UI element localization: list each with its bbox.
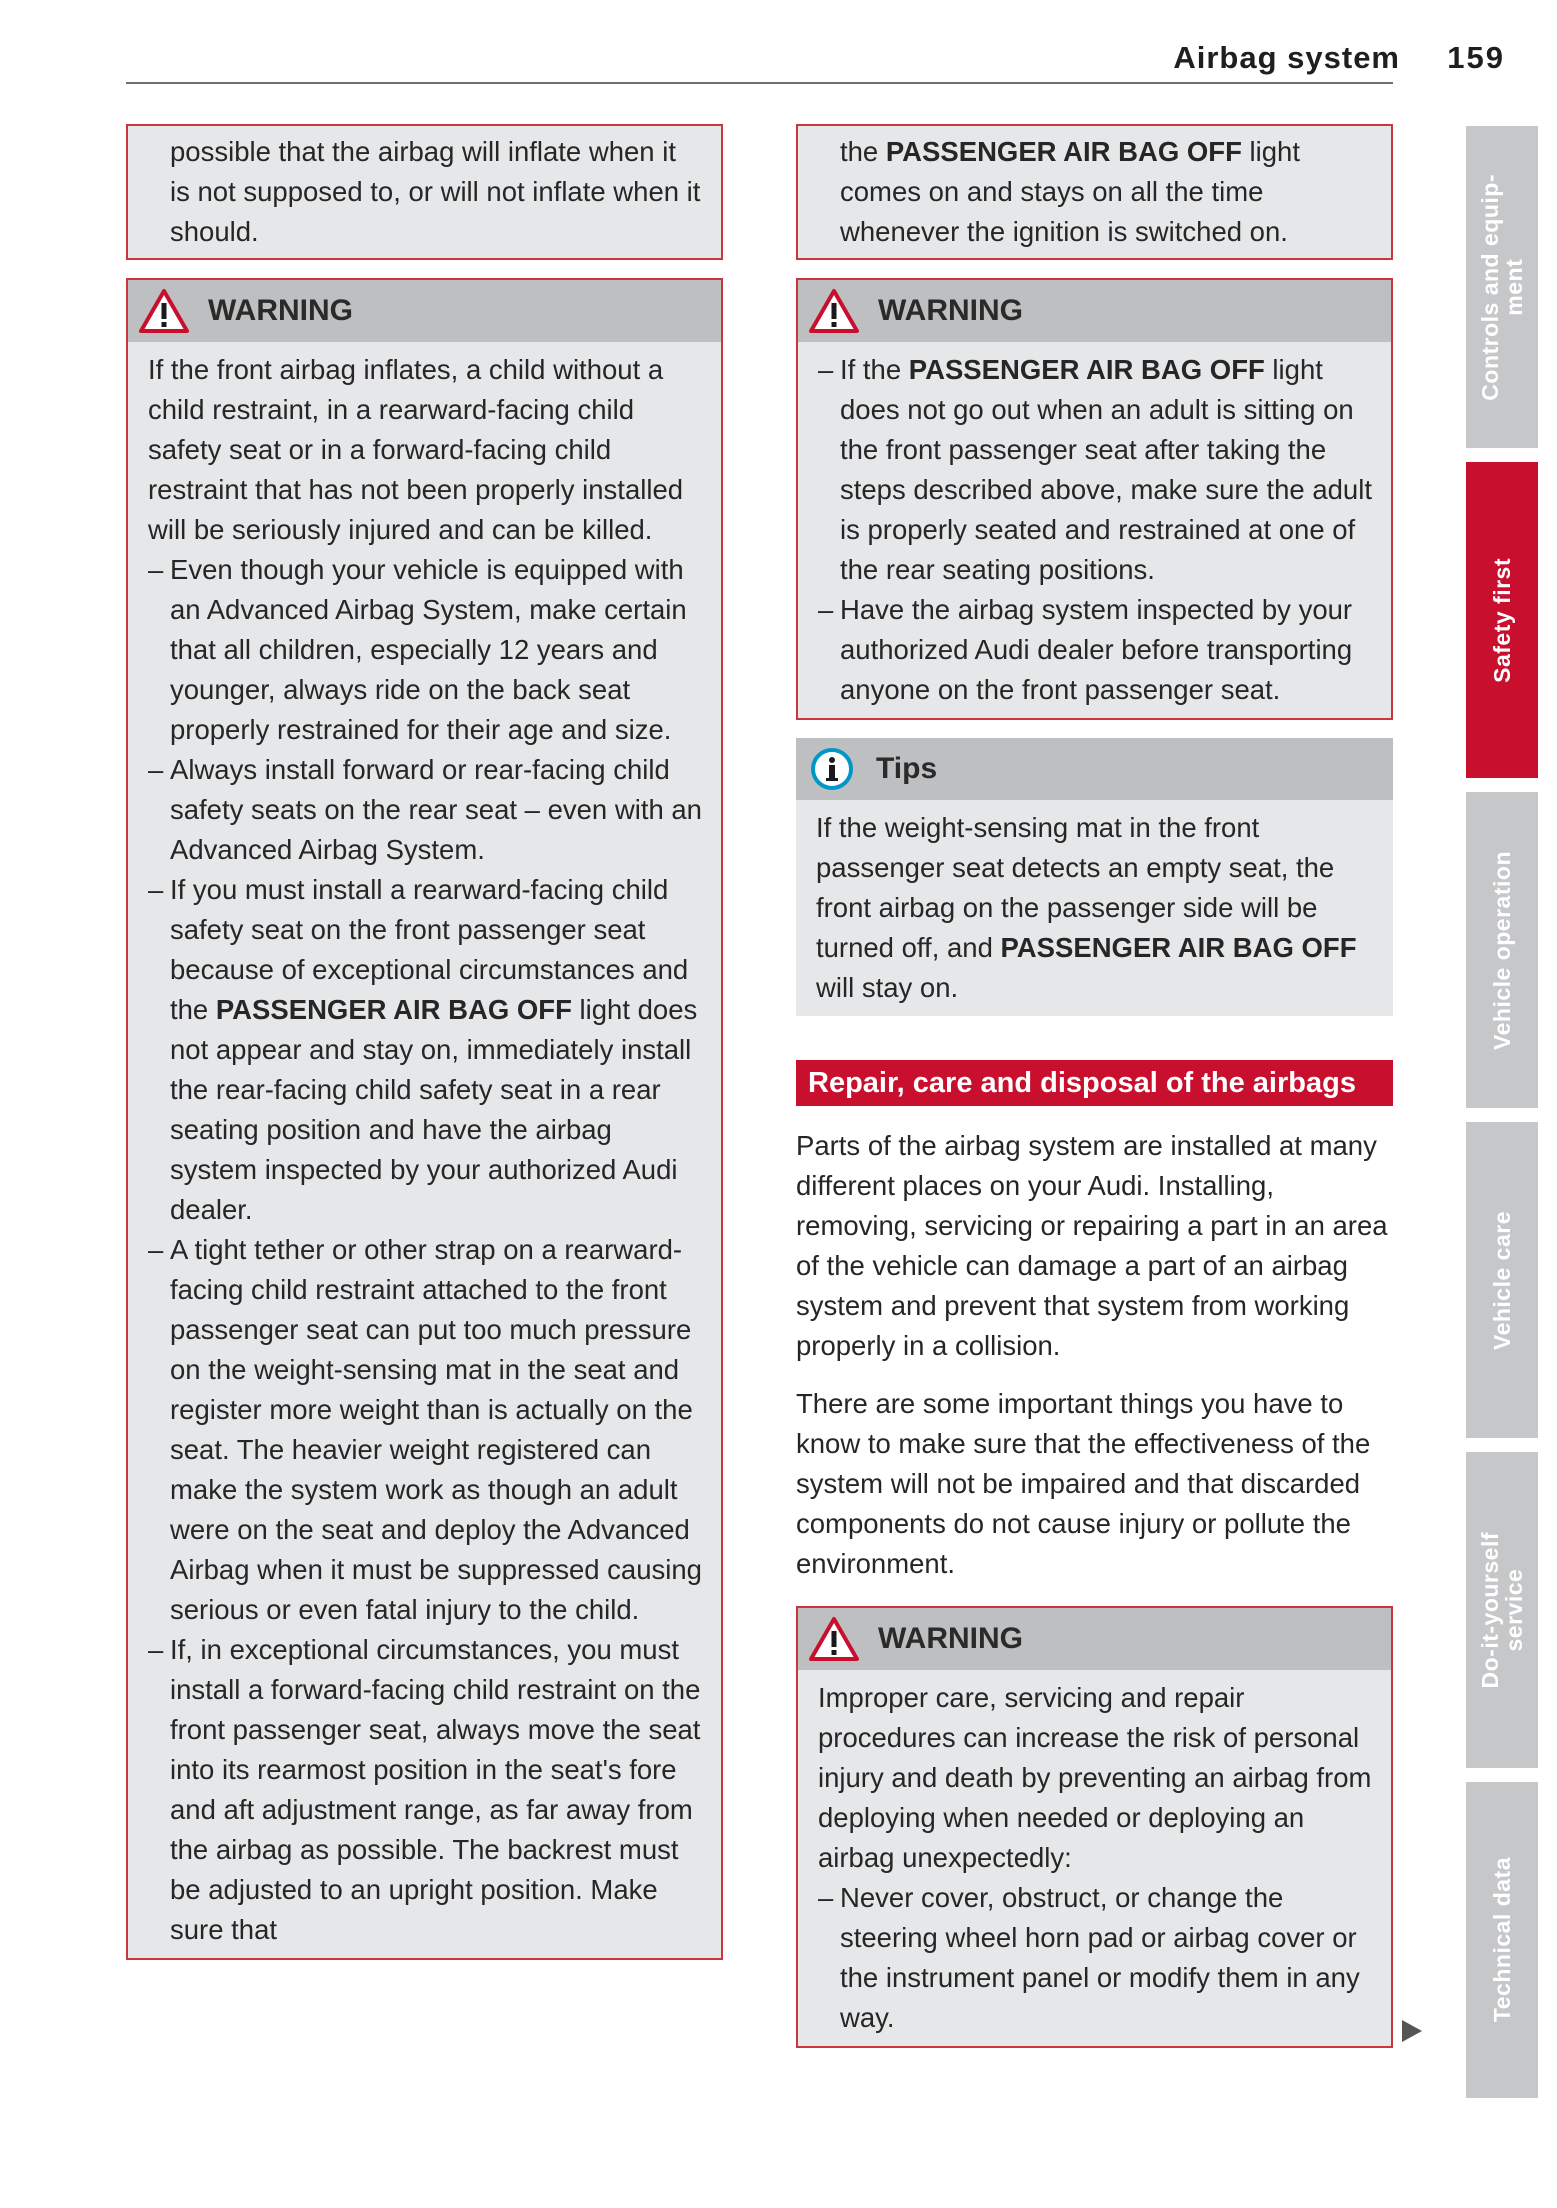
- warning-item-3: [148, 870, 703, 1230]
- warning-triangle-icon: [808, 288, 860, 334]
- warning-item-1: – Never cover, obstruct, or change the steering wheel horn pad or airbag cover or the instrument panel or modify them in any way.: [818, 1878, 1373, 2038]
- warning-item-3-text-b: light does not appear and stay on, immediately install the rear-facing child safety seat in a rear seating position and have the airbag system inspected by your authorized Audi dealer.: [170, 994, 698, 1225]
- warning-item-2: – Have the airbag system inspected by your authorized Audi dealer before transporting anyone on the front passenger seat.: [818, 590, 1373, 710]
- warning-list: [818, 350, 1373, 710]
- tips-text-b: will stay on.: [816, 972, 959, 1003]
- warning-item-1-text-a: If the: [840, 354, 909, 385]
- warning-triangle-icon: [808, 1616, 860, 1662]
- warning-item-1: [818, 350, 1373, 590]
- tips-body: [796, 800, 1393, 1016]
- side-tab-technical-data[interactable]: [1466, 1782, 1538, 2098]
- warning-body: [798, 1670, 1391, 2046]
- continued-warning-box: [126, 124, 723, 260]
- tips-box: [796, 738, 1393, 1016]
- warning-item-2: – Always install forward or rear-facing child safety seats on the rear seat – even with an Advanced Airbag System.: [148, 750, 703, 870]
- continued-box: [796, 124, 1393, 260]
- warning-item-1: – Even though your vehicle is equipped with an Advanced Airbag System, make certain that all children, especially 12 years and younger, always ride on the back seat properly restrained for their age and size.: [148, 550, 703, 750]
- info-circle-icon: [806, 746, 858, 792]
- side-tab-controls[interactable]: [1466, 126, 1538, 448]
- warning-triangle-icon: [138, 288, 190, 334]
- tips-header: [796, 738, 1393, 800]
- warning-box-adult-seated: [796, 278, 1393, 720]
- warning-heading: WARNING: [878, 1622, 1023, 1655]
- warning-item-3-bold: PASSENGER AIR BAG OFF: [215, 994, 572, 1025]
- side-tab-label: Do-it-yourself service: [1477, 1531, 1527, 1689]
- warning-item-1-text-b: light does not go out when an adult is sitting on the front passenger seat after taking the steps described above, make sure the adult is properly seated and restrained at one of the rear seating positions.: [840, 354, 1372, 585]
- continued-warning-text: possible that the airbag will inflate when it is not supposed to, or will not inflate when it should.: [170, 136, 701, 247]
- warning-body: [128, 342, 721, 1958]
- side-tab-label: Controls and equip- ment: [1477, 173, 1527, 401]
- side-tab-label: Vehicle operation: [1489, 850, 1515, 1050]
- page-title: Airbag system: [1173, 40, 1400, 75]
- section-heading: Repair, care and disposal of the airbags: [796, 1060, 1393, 1106]
- right-column: [796, 124, 1393, 2048]
- side-tab-diy-service[interactable]: [1466, 1452, 1538, 1768]
- warning-item-3-text-a: If you must install a rearward-facing child safety seat on the front passenger seat because of exceptional circumstances and the: [170, 874, 689, 1025]
- side-tab-label: Safety first: [1489, 557, 1515, 683]
- warning-header: [798, 1608, 1391, 1670]
- side-tab-safety-first[interactable]: [1466, 462, 1538, 778]
- tips-text-a: If the weight-sensing mat in the front passenger seat detects an empty seat, the front airbag on the passenger side will be turned off, and: [816, 812, 1335, 963]
- warning-intro: If the front airbag inflates, a child without a child restraint, in a rearward-facing child safety seat or in a forward-facing child restraint that has not been properly installed will be seriously injured and can be killed.: [148, 354, 684, 545]
- warning-box-child-safety: [126, 278, 723, 1960]
- continued-text-a: the: [840, 136, 886, 167]
- next-page-arrow-icon[interactable]: [1402, 2020, 1422, 2042]
- left-column: [126, 124, 723, 1960]
- header-divider: [126, 82, 1393, 84]
- warning-item-5: – If, in exceptional circumstances, you must install a forward-facing child restraint on the front passenger seat, always move the seat into its rearmost position in the seat's fore and aft adjustment range, as far away from the airbag as possible. The backrest must be adjusted to an upright position. Make sure that: [148, 1630, 703, 1950]
- warning-list: [148, 550, 703, 1950]
- side-tab-vehicle-care[interactable]: [1466, 1122, 1538, 1438]
- warning-heading: WARNING: [878, 294, 1023, 327]
- warning-heading: WARNING: [208, 294, 353, 327]
- tips-text: [816, 808, 1375, 1008]
- side-tab-vehicle-operation[interactable]: [1466, 792, 1538, 1108]
- warning-list: [818, 1878, 1373, 2038]
- warning-box-repair: [796, 1606, 1393, 2048]
- side-tab-label: Vehicle care: [1489, 1210, 1515, 1350]
- tips-heading: Tips: [876, 752, 938, 785]
- warning-intro: Improper care, servicing and repair procedures can increase the risk of personal injury and death by preventing an airbag from deploying when needed or deploying an airbag unexpectedly:: [818, 1682, 1372, 1873]
- tips-text-bold: PASSENGER AIR BAG OFF: [1000, 932, 1357, 963]
- side-tab-label: Technical data: [1489, 1857, 1515, 2023]
- warning-item-4: – A tight tether or other strap on a rearward-facing child restraint attached to the front passenger seat can put too much pressure on the weight-sensing mat in the seat and register more weight than is actually on the seat. The heavier weight registered can make the system work as though an adult were on the seat and deploy the Advanced Airbag when it must be suppressed causing serious or even fatal injury to the child.: [148, 1230, 703, 1630]
- body-paragraph-1: Parts of the airbag system are installed at many different places on your Audi. Installing, removing, servicing or repairing a part in an area of the vehicle can damage a part of an airbag system and prevent that system from working properly in a collision.: [796, 1130, 1388, 1361]
- continued-text-bold: PASSENGER AIR BAG OFF: [885, 136, 1242, 167]
- body-paragraph-2: There are some important things you have to know to make sure that the effectiveness of the system will not be impaired and that discarded components do not cause injury or pollute the environment.: [796, 1388, 1371, 1579]
- warning-item-1-bold: PASSENGER AIR BAG OFF: [908, 354, 1265, 385]
- warning-body: [798, 342, 1391, 718]
- warning-header: [798, 280, 1391, 342]
- page-number: 159: [1447, 40, 1505, 75]
- continued-text-b: light comes on and stays on all the time whenever the ignition is switched on.: [840, 136, 1300, 247]
- warning-header: [128, 280, 721, 342]
